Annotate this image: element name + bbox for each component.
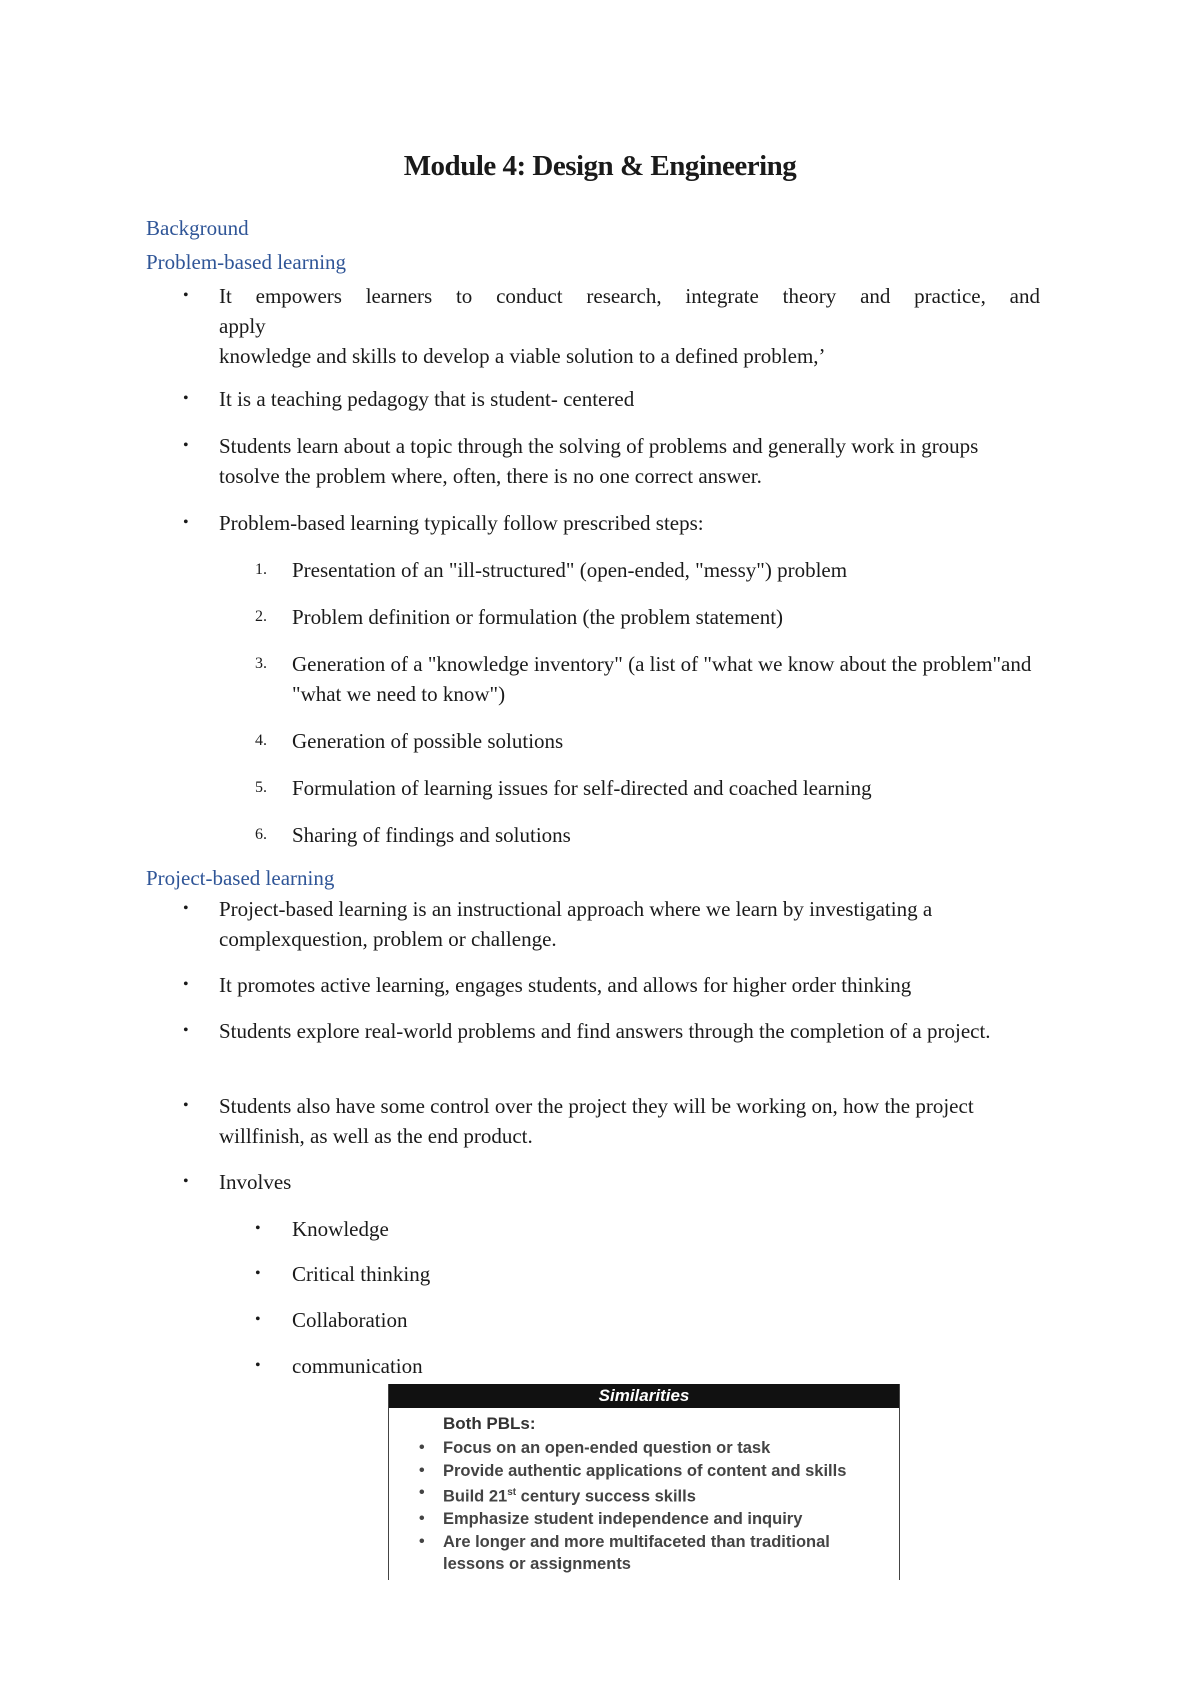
- similarities-item: • Provide authentic applications of content and skills: [419, 1460, 889, 1483]
- list-item-text: It is a teaching pedagogy that is student- centered: [219, 387, 635, 411]
- list-item-text: Students also have some control over the project they will be working on, how the project willfinish, as well as the end product.: [219, 1094, 974, 1148]
- list-item-text: Project-based learning is an instructional approach where we learn by investigating a complexquestion, problem or challenge.: [219, 897, 933, 951]
- sub-list-item-text: communication: [292, 1354, 423, 1378]
- bullet-icon: •: [419, 1461, 425, 1479]
- list-item-text: Involves: [219, 1170, 292, 1194]
- bullet-icon: •: [419, 1484, 425, 1501]
- sub-list-item-text: Knowledge: [292, 1217, 389, 1241]
- page-title: Module 4: Design & Engineering: [403, 150, 797, 182]
- list-item-text: Problem-based learning typically follow prescribed steps:: [219, 511, 704, 535]
- list-item-text: It empowers learners to conduct research, integrate theory and practice, and: [219, 284, 1040, 308]
- heading-problem-based-learning: Problem-based learning: [146, 250, 347, 274]
- bullet-icon: •: [419, 1510, 425, 1527]
- bullet-icon: •: [255, 1311, 261, 1328]
- list-item-text: It promotes active learning, engages students, and allows for higher order thinking: [219, 973, 912, 997]
- step-text: Formulation of learning issues for self-directed and coached learning: [292, 776, 872, 800]
- step-number: 2.: [255, 608, 267, 625]
- step-number: 3.: [255, 655, 267, 672]
- list-item-text: Students explore real-world problems and find answers through the completion of a project.: [219, 1019, 991, 1043]
- bullet-icon: •: [255, 1220, 261, 1237]
- heading-background: Background: [146, 216, 249, 240]
- step-text: Problem definition or formulation (the problem statement): [292, 605, 784, 629]
- similarities-item: • Are longer and more multifaceted than traditional lessons or assignments: [419, 1532, 830, 1573]
- step-text: Generation of possible solutions: [292, 729, 564, 753]
- heading-project-based-learning: Project-based learning: [146, 866, 335, 890]
- bullet-icon: •: [255, 1357, 261, 1374]
- step-number: 5.: [255, 779, 267, 796]
- similarities-subheading: Both PBLs:: [443, 1414, 536, 1433]
- list-item-text: apply: [219, 314, 266, 338]
- sub-list-item-text: Collaboration: [292, 1308, 408, 1332]
- bullet-icon: •: [183, 1173, 189, 1190]
- bullet-icon: •: [183, 900, 189, 917]
- similarities-item: • Focus on an open-ended question or task: [419, 1437, 889, 1460]
- step-number: 1.: [255, 561, 267, 578]
- similarities-item: • Build 21st century success skills: [419, 1484, 696, 1506]
- bullet-icon: •: [183, 1022, 189, 1039]
- bullet-icon: •: [419, 1532, 425, 1550]
- bullet-icon: •: [183, 976, 189, 993]
- bullet-icon: •: [183, 437, 189, 454]
- similarities-figure: [388, 1384, 900, 1580]
- sub-list-item-text: Critical thinking: [292, 1262, 431, 1286]
- list-item-text: Students learn about a topic through the solving of problems and generally work in groups tosolve the problem where, often, there is no one correct answer.: [219, 434, 979, 488]
- step-number: 6.: [255, 826, 267, 843]
- bullet-icon: •: [419, 1439, 425, 1456]
- bullet-icon: •: [183, 390, 189, 407]
- similarities-header: Similarities: [389, 1384, 899, 1408]
- step-number: 4.: [255, 732, 267, 749]
- step-text: Presentation of an "ill-structured" (open-ended, "messy") problem: [292, 558, 848, 582]
- bullet-icon: •: [183, 1097, 189, 1114]
- bullet-icon: •: [183, 514, 189, 531]
- list-item-text: knowledge and skills to develop a viable solution to a defined problem,’: [219, 344, 826, 368]
- bullet-icon: •: [183, 287, 189, 304]
- bullet-icon: •: [255, 1265, 261, 1282]
- similarities-item: • Emphasize student independence and inquiry: [419, 1508, 889, 1531]
- similarities-list: [419, 1437, 889, 1576]
- step-text: Sharing of findings and solutions: [292, 823, 571, 847]
- step-text: Generation of a "knowledge inventory" (a list of "what we know about the problem"and "what we need to know"): [292, 652, 1032, 706]
